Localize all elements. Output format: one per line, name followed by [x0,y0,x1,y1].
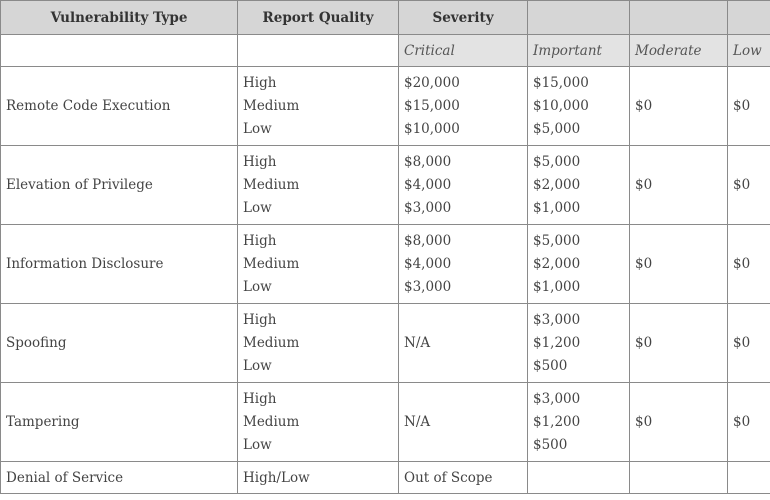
vulnerability-type: Elevation of Privilege [1,146,238,225]
moderate-bounty: $0 [630,146,728,225]
header-empty [528,1,630,35]
vulnerability-type: Denial of Service [1,462,238,494]
report-quality [238,67,399,146]
vulnerability-type: Information Disclosure [1,225,238,304]
header-report-quality: Report Quality [238,1,399,35]
bounty-amount: $4,000 [404,176,452,193]
table-row [1,225,770,304]
empty-cell [528,462,630,494]
bounty-amount: $15,000 [533,74,589,91]
report-quality [238,383,399,462]
bounty-amount: $15,000 [404,97,460,114]
critical-bounty [399,67,528,146]
bounty-amount: $10,000 [533,97,589,114]
bounty-amount: $5,000 [533,153,581,170]
bounty-amount: $5,000 [533,232,581,249]
bounty-amount: $20,000 [404,74,460,91]
important-bounty [528,304,630,383]
vulnerability-type: Tampering [1,383,238,462]
low-bounty: $0 [728,304,770,383]
header-vulnerability-type: Vulnerability Type [1,1,238,35]
bounty-amount: $2,000 [533,176,581,193]
critical-bounty: N/A [399,383,528,462]
important-bounty [528,383,630,462]
quality-value: Low [243,357,272,374]
quality-value: Medium [243,176,300,193]
bounty-amount: $2,000 [533,255,581,272]
bounty-amount: $3,000 [533,390,581,407]
header-row [1,1,770,35]
report-quality: High/Low [238,462,399,494]
quality-value: Medium [243,97,300,114]
moderate-bounty: $0 [630,67,728,146]
quality-value: High [243,232,277,249]
table-row [1,146,770,225]
bounty-amount: $500 [533,357,568,374]
quality-value: Medium [243,334,300,351]
low-bounty: $0 [728,383,770,462]
bounty-amount: $3,000 [533,311,581,328]
header-severity: Severity [399,1,528,35]
quality-value: Medium [243,413,300,430]
bounty-amount: $3,000 [404,199,452,216]
table-row [1,304,770,383]
severity-levels-row [1,35,770,67]
bounty-amount: $8,000 [404,153,452,170]
moderate-bounty: $0 [630,383,728,462]
bounty-amount: $8,000 [404,232,452,249]
bounty-amount: $4,000 [404,255,452,272]
quality-value: Low [243,436,272,453]
table-row [1,462,770,494]
severity-critical: Critical [399,35,528,67]
table-row [1,67,770,146]
critical-bounty [399,225,528,304]
critical-bounty [399,146,528,225]
quality-value: Low [243,278,272,295]
empty-cell [728,462,770,494]
important-bounty [528,146,630,225]
severity-moderate: Moderate [630,35,728,67]
critical-bounty: Out of Scope [399,462,528,494]
empty-cell [1,35,238,67]
report-quality [238,304,399,383]
quality-value: High [243,390,277,407]
critical-bounty: N/A [399,304,528,383]
bounty-amount: $1,200 [533,413,581,430]
header-empty [728,1,770,35]
report-quality [238,146,399,225]
quality-value: High [243,153,277,170]
moderate-bounty: $0 [630,225,728,304]
moderate-bounty: $0 [630,304,728,383]
severity-important: Important [528,35,630,67]
low-bounty: $0 [728,146,770,225]
bounty-amount: $1,000 [533,278,581,295]
header-empty [630,1,728,35]
important-bounty [528,67,630,146]
severity-low: Low [728,35,770,67]
empty-cell [238,35,399,67]
vulnerability-type: Remote Code Execution [1,67,238,146]
report-quality [238,225,399,304]
quality-value: High [243,311,277,328]
quality-value: High [243,74,277,91]
empty-cell [630,462,728,494]
low-bounty: $0 [728,67,770,146]
bounty-amount: $1,000 [533,199,581,216]
bounty-amount: $5,000 [533,120,581,137]
quality-value: Low [243,199,272,216]
bounty-amount: $10,000 [404,120,460,137]
bounty-amount: $3,000 [404,278,452,295]
bounty-amount: $500 [533,436,568,453]
important-bounty [528,225,630,304]
table-row [1,383,770,462]
quality-value: Medium [243,255,300,272]
quality-value: Low [243,120,272,137]
vulnerability-type: Spoofing [1,304,238,383]
low-bounty: $0 [728,225,770,304]
bounty-amount: $1,200 [533,334,581,351]
